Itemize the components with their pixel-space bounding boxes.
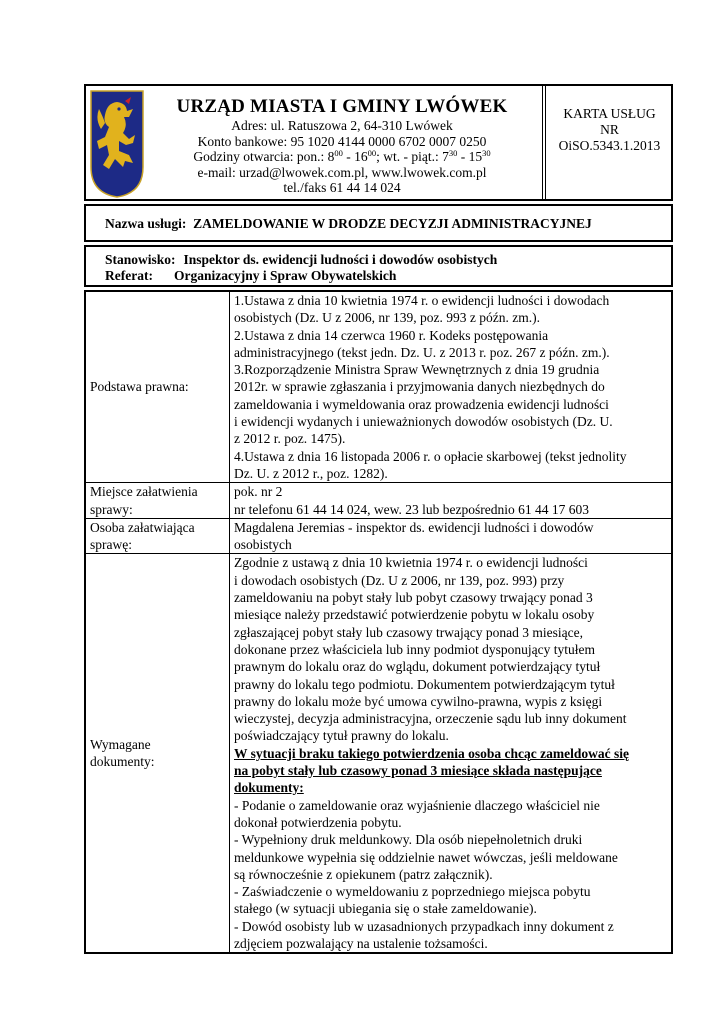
referat-line	[105, 268, 671, 284]
legal-basis-row	[85, 291, 672, 483]
phone-numbers: nr telefonu 61 44 14 024, wew. 23 lub bezpośrednio 61 44 17 603	[234, 501, 589, 517]
documents-content: Zgodnie z ustawą z dnia 10 kwietnia 1974 r. o ewidencji ludności i dowodach osobistych (Dz. U z 2006, nr 139, poz. 993) przy zameldowaniu na pobyt stały lub pobyt czasowy trwający ponad 3 miesiące należy przedstawić potwierdzenie pobytu w lokalu osoby zgłaszającej pobyt stały lub czasowy trwający ponad 3 miesiące, dokonane przez właściciela lub inny podmiot dysponujący tytułem prawnym do lokalu oraz do wglądu, dokument potwierdzający tytuł prawny do lokalu tego podmiotu. Dokumentem potwierdzającym tytuł prawny do lokalu może być umowa cywilno-prawna, wypis z księgi wieczystej, decyzja administracyjna, orzeczenie sądu lub inny dokument poświadczający tytuł prawny do lokalu. W sytuacji braku takiego potwierdzenia osoba chcąc zameldować się na pobyt stały lub czasowy ponad 3 miesiące składa następujące dokumenty: - Podanie o zameldowanie oraz wyjaśnienie dlaczego właściciel nie dokonał potwierdzenia pobytu. - Wypełniony druk meldunkowy. Dla osób niepełnoletnich druki meldunkowe wypełnia się oddzielnie nawet wówczas, jeśli meldowane są równocześnie z opiekunem (patrz załącznik). - Zaświadczenie o wymeldowaniu z poprzedniego miejsca pobytu stałego (w sytuacji ubiegania się o stałe zameldowanie). - Dowód osobisty lub w uzasadnionych przypadkach inny dokument z zdjęciem pozwalający na ustalenie tożsamości.	[230, 554, 673, 953]
place-row	[85, 483, 672, 519]
room-number: pok. nr 2	[234, 484, 283, 500]
office-address: Adres: ul. Ratuszowa 2, 64-310 Lwówek	[231, 118, 453, 133]
documents-list-item: - Wypełniony druk meldunkowy. Dla osób niepełnoletnich druki	[234, 832, 583, 848]
documents-bold-heading: W sytuacji braku takiego potwierdzenia osoba chcąc zameldować się	[234, 745, 629, 761]
person-content: Magdalena Jeremias - inspektor ds. ewidencji ludności i dowodów osobistych	[230, 518, 673, 554]
documents-row	[85, 554, 672, 953]
place-content	[230, 483, 673, 519]
place-label: Miejsce załatwienia sprawy:	[85, 483, 230, 519]
service-card	[84, 84, 673, 954]
contact-email: e-mail: urzad@lwowek.com.pl, www.lwowek.com.pl	[197, 164, 487, 180]
coat-of-arms-icon	[89, 89, 145, 199]
bank-account: Konto bankowe: 95 1020 4144 0000 6702 0007 0250	[197, 133, 487, 149]
header-divider	[542, 86, 546, 199]
referat-value: Organizacyjny i Spraw Obywatelskich	[173, 268, 397, 283]
documents-list-item: - Podanie o zameldowanie oraz wyjaśnienie dlaczego właściciel nie	[234, 797, 600, 813]
header-box	[84, 84, 673, 201]
service-name-box	[84, 204, 673, 242]
office-name: URZĄD MIASTA I GMINY LWÓWEK	[176, 96, 508, 117]
stanowisko-line	[105, 252, 671, 268]
position-box	[84, 245, 673, 287]
stanowisko-value: Inspektor ds. ewidencji ludności i dowodów osobistych	[183, 252, 498, 267]
service-value: ZAMELDOWANIE W DRODZE DECYZJI ADMINISTRACYJNEJ	[193, 216, 592, 231]
documents-list-item: - Zaświadczenie o wymeldowaniu z poprzedniego miejsca pobytu	[234, 884, 591, 900]
referat-label: Referat:	[105, 268, 153, 283]
office-info	[146, 86, 538, 199]
person-row	[85, 518, 672, 554]
opening-hours: Godziny otwarcia: pon.: $8^{00} - 16^{00}$; wt. - piąt.: $7^{30} - 15^{30}$	[193, 148, 491, 164]
contact-phone: tel./faks 61 44 14 024	[283, 180, 401, 195]
legal-basis-label: Podstawa prawna:	[85, 291, 230, 483]
card-number-box	[548, 106, 671, 154]
documents-label: Wymagane dokumenty:	[85, 554, 230, 953]
card-number: OiSO.5343.1.2013	[558, 138, 661, 153]
card-nr-label: NR	[600, 122, 619, 137]
details-table	[84, 290, 673, 954]
card-title: KARTA USŁUG	[563, 106, 656, 121]
documents-list-item: - Dowód osobisty lub w uzasadnionych przypadkach inny dokument z	[234, 918, 614, 934]
person-label: Osoba załatwiająca sprawę:	[85, 518, 230, 554]
legal-basis-content: 1.Ustawa z dnia 10 kwietnia 1974 r. o ewidencji ludności i dowodach osobistych (Dz. U z 2006, nr 139, poz. 993 z późn. zm.). 2.Ustawa z dnia 14 czerwca 1960 r. Kodeks postępowania administracyjnego (tekst jedn. Dz. U. z 2013 r. poz. 267 z późn. zm.). 3.Rozporządzenie Ministra Spraw Wewnętrznych z dnia 19 grudnia 2012r. w sprawie zgłaszania i przyjmowania danych niezbędnych do zameldowania i wymeldowania oraz prowadzenia ewidencji ludności i ewidencji wydanych i unieważnionych dowodów osobistych (Dz. U. z 2012 r. poz. 1475). 4.Ustawa z dnia 16 listopada 2006 r. o opłacie skarbowej (tekst jednolity Dz. U. z 2012 r., poz. 1282).	[230, 291, 673, 483]
stanowisko-label: Stanowisko:	[105, 252, 176, 267]
service-label: Nazwa usługi:	[105, 216, 187, 231]
